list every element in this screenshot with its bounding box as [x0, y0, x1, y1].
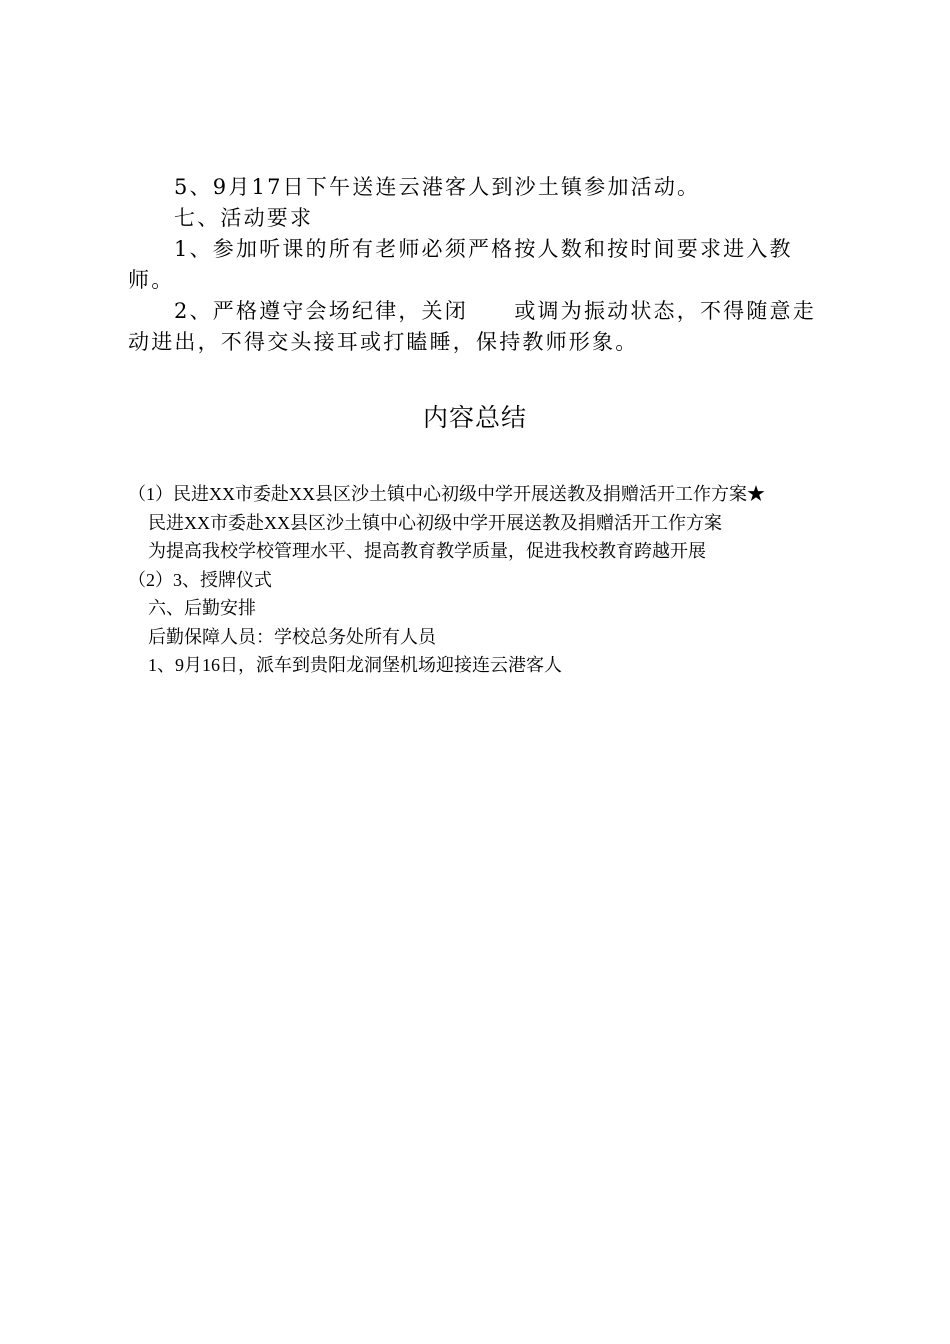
body-text-section: [128, 172, 828, 358]
summary-line-3: 为提高我校学校管理水平、提高教育教学质量，促进我校教育跨越开展: [148, 541, 706, 561]
summary-line-7: 1、9月16日，派车到贵阳龙洞堡机场迎接连云港客人: [148, 655, 562, 675]
body-heading-activity-requirements: 七、活动要求: [174, 206, 314, 230]
summary-section: [128, 480, 828, 680]
body-paragraph-requirement-2: 2、严格遵守会场纪律，关闭 或调为振动状态，不得随意走动进出，不得交头接耳或打瞌睡，保持教师形象。: [128, 299, 816, 354]
summary-line-5: 六、后勤安排: [148, 598, 256, 618]
summary-line-1: （1）民进XX市委赴XX县区沙土镇中心初级中学开展送教及捐赠活开工作方案★: [128, 484, 765, 504]
summary-line-4: （2）3、授牌仪式: [128, 569, 272, 590]
body-paragraph-requirement-1: 1、参加听课的所有老师必须严格按人数和按时间要求进入教师。: [128, 237, 793, 292]
summary-line-6: 后勤保障人员：学校总务处所有人员: [148, 626, 436, 647]
summary-title: 内容总结: [422, 403, 527, 432]
summary-line-2: 民进XX市委赴XX县区沙土镇中心初级中学开展送教及捐赠活开工作方案: [148, 512, 722, 533]
body-paragraph-arrival-activity: 5、9月17日下午送连云港客人到沙土镇参加活动。: [174, 175, 701, 199]
